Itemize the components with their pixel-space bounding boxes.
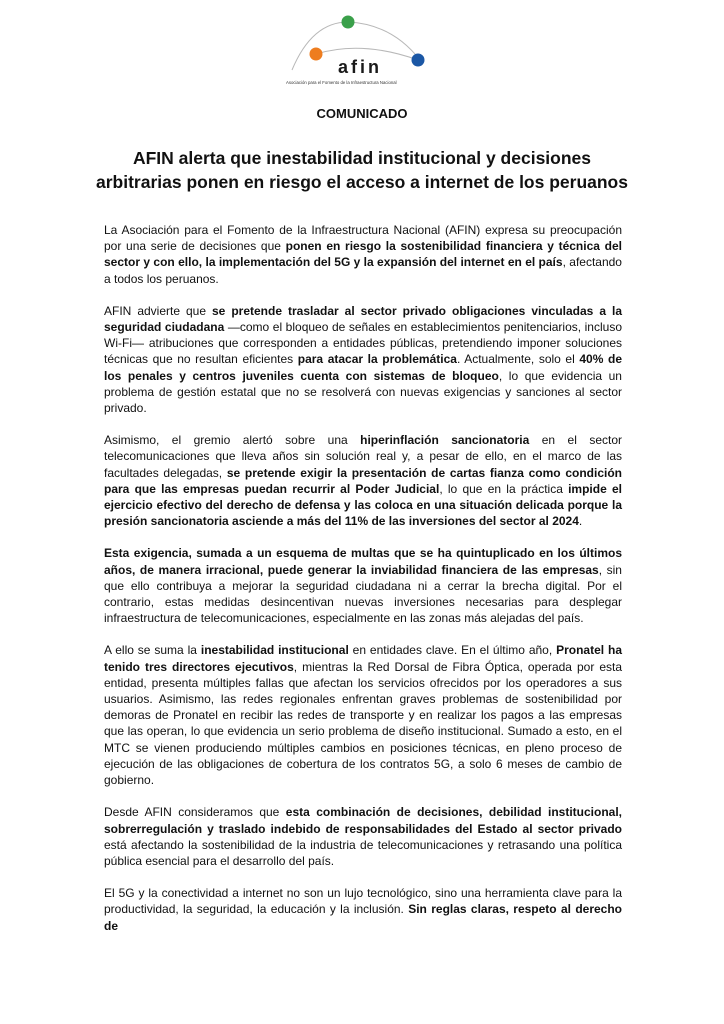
bold-text-run: Sin reglas claras, respeto al derecho de [104,902,623,933]
bold-text-run: se pretende trasladar al sector privado obligaciones vinculadas a la seguridad ciudadana [104,303,622,335]
paragraph [104,804,622,869]
text-run: , lo que en la práctica [439,481,569,496]
bold-text-run: impide el ejercicio efectivo del derecho de defensa y las coloca en una situación delicada porque la presión sancionatoria asciende a más del 11% de las inversiones del sector al 2024 [104,481,623,529]
text-run: en el sector telecomunicaciones que lleva años sin solución real y, a pesar de ello, en el marco de las facultades delegadas, [104,433,622,480]
paragraph [104,545,622,626]
paragraph [104,885,622,934]
text-run: El 5G y la conectividad a internet no son un lujo tecnológico, sino una herramienta clave para la productividad, la seguridad, la educación y la inclusión. [104,886,622,917]
text-run: AFIN advierte que [104,303,212,318]
text-run: , afectando a todos los peruanos. [104,255,622,286]
bold-text-run: Pronatel ha tenido tres directores ejecutivos [104,643,622,674]
text-run: Asimismo, el gremio alertó sobre una [104,433,361,448]
text-run: , mientras la Red Dorsal de Fibra Óptica, operada por esta entidad, presenta múltiples fallas que afectan los servicios ofrecidos por los operadores a sus usuarios. Asimismo, las redes regionales enfrentan graves problemas de sostenibilidad por demoras de Pronatel en recibir las redes de transporte y en realizar los pagos a las empresas que las operan, lo que evidencia un serio problema de diseño institucional. Sumado a esto, en el MTC se vienen produciendo múltiples cambios en posiciones técnicas, en pleno proceso de ejecución de las obligaciones de cobertura de los contratos 5G, a solo 6 meses de cambio de gobierno. [104,659,623,788]
bold-text-run: se pretende exigir la presentación de cartas fianza como condición para que las empresas puedan recurrir al Poder Judicial [104,465,622,496]
paragraph [104,303,622,416]
bold-text-run: Esta exigencia, sumada a un esquema de multas que se ha quintuplicado en los últimos años, de manera irracional, puede generar la inviabilidad financiera de las empresas [104,546,622,577]
text-run: Desde AFIN consideramos que [104,805,286,820]
text-run: La Asociación para el Fomento de la Infraestructura Nacional (AFIN) expresa su preocupación por una serie de decisiones que [104,223,622,254]
text-run: , sin que ello contribuya a mejorar la seguridad ciudadana ni a cerrar la brecha digital. Por el contrario, estas medidas desincentivan nuevas inversiones necesarias para desplegar infraestructura de telecomunicaciones, especialmente en las zonas más alejadas del país. [104,562,622,626]
logo-wordmark: afin [338,57,383,77]
paragraph [104,642,622,788]
logo-green-dot [342,16,355,29]
bold-text-run: hiperinflación sancionatoria [360,433,530,448]
text-run: . Actualmente, solo el [456,352,580,367]
bold-text-run: ponen en riesgo la sostenibilidad financiera y técnica del sector y con ello, la implementación del 5G y la expansión del internet en el país [104,239,622,270]
document-body [104,222,622,950]
logo-blue-dot [412,54,425,67]
paragraph [104,432,622,529]
logo-tagline: Asociación para el Fomento de la Infraestructura Nacional [286,80,397,85]
text-run: —como el bloqueo de señales en establecimientos penitenciarios, incluso Wi-Fi— atribuciones que corresponden a entidades públicas, pretendiendo imponer soluciones técnicas que no resultan eficientes [104,320,622,367]
text-run: , lo que evidencia un problema de gestión estatal que no se resolverá con nuevas exigencias y sanciones al sector privado. [104,368,622,416]
paragraph [104,222,622,287]
afin-logo [282,10,452,88]
logo-orange-dot [310,48,323,61]
text-run: en entidades clave. En el último año, [348,643,557,658]
bold-text-run: esta combinación de decisiones, debilidad institucional, sobrerregulación y traslado indebido de responsabilidades del Estado al sector privado [104,805,622,836]
title-line-2: arbitrarias ponen en riesgo el acceso a internet de los peruanos [96,172,628,192]
text-run: A ello se suma la [104,643,201,658]
title-line-1: AFIN alerta que inestabilidad institucional y decisiones [132,148,592,168]
document-label: COMUNICADO [316,106,408,121]
bold-text-run: para atacar la problemática [297,352,457,367]
text-run: está afectando la sostenibilidad de la industria de telecomunicaciones y retrasando una política pública esencial para el desarrollo del país. [104,837,622,868]
bold-text-run: inestabilidad institucional [200,643,349,658]
logo-arc-right [348,22,420,60]
document-title [0,146,724,194]
text-run: . [578,514,583,529]
bold-text-run: 40% de los penales y centros juveniles cuenta con sistemas de bloqueo [104,352,622,383]
